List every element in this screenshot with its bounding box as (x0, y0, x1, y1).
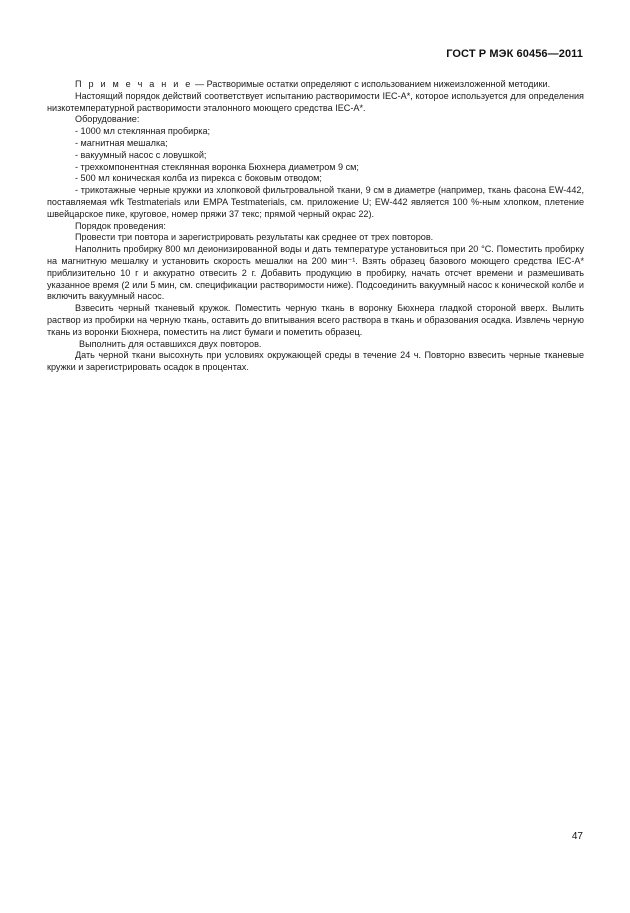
paragraph-fill-tube: Наполнить пробирку 800 мл деионизированной воды и дать температуре установиться при 20 °С. Поместить пробирку на магнитную мешалку и установить скорость мешалки на 200 мин⁻¹. Взять образец базового моющего средства IEC-A* приблизительно 10 г и аккуратно отвесить 2 г. Добавить продукцию в пробирку, начать отсчет времени и размешивать указанное время (2 или 5 мин, см. спецификации растворимости ниже). Подсоединить вакуумный насос к конической колбе и включить вакуумный насос. (47, 244, 584, 302)
note-paragraph (47, 79, 584, 91)
note-text: — Растворимые остатки определяют с использованием нижеизложенной методики. (192, 79, 551, 89)
paragraph-dry-weigh: Дать черной ткани высохнуть при условиях окружающей среды в течение 24 ч. Повторно взвесить черные тканевые кружки и зарегистрировать осадок в процентах. (47, 350, 584, 373)
paragraph-repeats: Провести три повтора и зарегистрировать результаты как среднее от трех повторов. (75, 232, 434, 243)
list-item-vacuum-pump: - вакуумный насос с ловушкой; (75, 149, 207, 160)
list-item-conical-flask: - 500 мл коническая колба из пирекса с боковым отводом; (75, 173, 322, 184)
paragraph-procedure-heading: Порядок проведения: (75, 220, 166, 231)
paragraph-weigh-disc: Взвесить черный тканевый кружок. Поместить черную ткань в воронку Бюхнера гладкой стороной вверх. Вылить раствор из пробирки на черную ткань, оставить до впитывания всего раствора в ткань и образования осадка. Извлечь черную ткань из воронки Бюхнера, поместить на лист бумаги и пометить образец. (47, 303, 584, 337)
paragraph-scope: Настоящий порядок действий соответствует испытанию растворимости IEC-A*, которое используется для определения низкотемпературной растворимости эталонного моющего средства IEC-A*. (47, 90, 584, 113)
list-item-black-fabric-discs: - трикотажные черные кружки из хлопковой фильтровальной ткани, 9 см в диаметре (например, ткань фасона EW-442, поставляемая wfk Testmaterials или EMPA Testmaterials, см. приложение U; EW-442 является 100 %-ным хлопком, плетение швейцарское пике, круговое, номер пряжи 37 текс; прямой черный окрас 22). (47, 185, 584, 219)
list-item-magnetic-stirrer: - магнитная мешалка; (75, 137, 168, 148)
standard-header: ГОСТ Р МЭК 60456—2011 (446, 48, 583, 60)
document-body (47, 79, 584, 374)
list-item-test-tube: - 1000 мл стеклянная пробирка; (75, 126, 211, 137)
list-item-buchner-funnel: - трехкомпонентная стеклянная воронка Бюхнера диаметром 9 см; (75, 161, 359, 172)
paragraph-remaining-repeats: Выполнить для оставшихся двух повторов. (79, 338, 262, 349)
paragraph-equipment-heading: Оборудование: (75, 114, 140, 125)
page-number: 47 (571, 831, 583, 842)
note-label: П р и м е ч а н и е (75, 79, 193, 89)
